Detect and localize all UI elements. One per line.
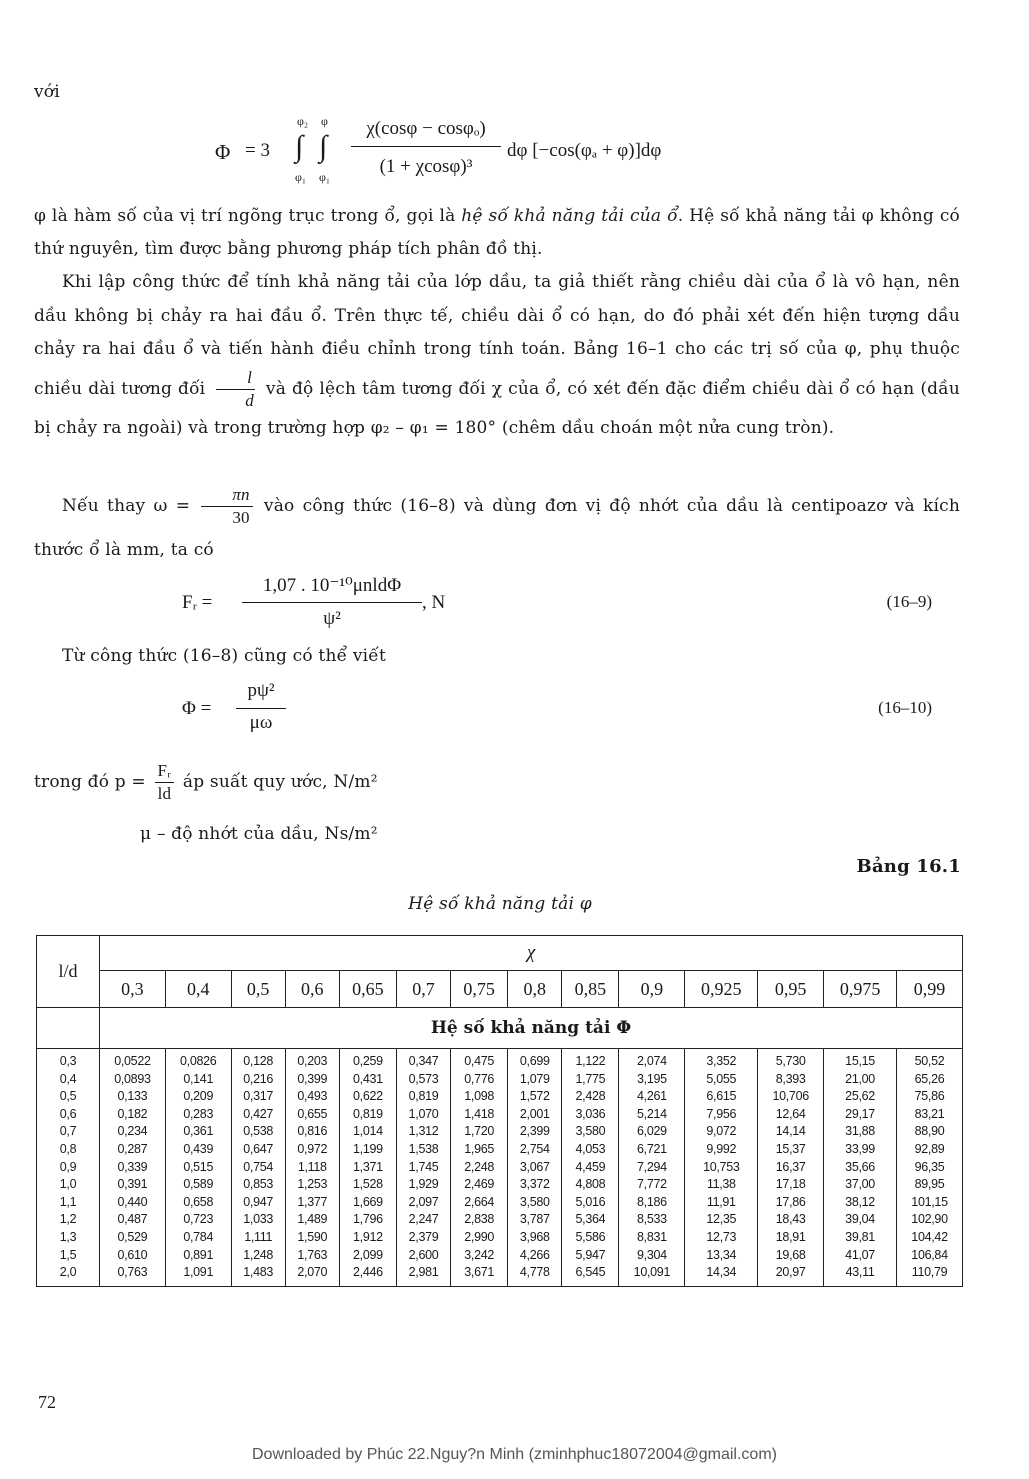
formula-phi — [215, 112, 735, 192]
integral-upper-1: φ₂ — [297, 114, 309, 128]
data-column-cell — [231, 1049, 285, 1287]
data-value: 2,399 — [519, 1124, 550, 1139]
data-value: 1,371 — [353, 1159, 383, 1174]
data-value: 17,86 — [775, 1194, 806, 1209]
where-p — [34, 760, 378, 805]
data-value: 0,891 — [183, 1247, 214, 1262]
data-value: 0,287 — [117, 1141, 148, 1156]
data-value: 3,036 — [575, 1106, 606, 1121]
data-value: 37,00 — [845, 1177, 875, 1192]
ld-value: 0,8 — [59, 1141, 77, 1156]
fraction-fr: Fᵣ — [155, 760, 175, 783]
column-header: 0,95 — [758, 971, 824, 1008]
where-p-text: trong đó p = — [34, 772, 146, 792]
data-value: 0,0522 — [114, 1054, 151, 1068]
para3-text-a: Nếu thay ω = — [62, 496, 191, 516]
data-value: 1,098 — [464, 1089, 495, 1104]
data-value: 1,122 — [575, 1054, 606, 1068]
ld-value: 0,4 — [59, 1071, 77, 1086]
data-value: 3,580 — [575, 1124, 606, 1139]
column-header: 0,3 — [100, 971, 166, 1008]
table-caption: Hệ số khả năng tải φ — [408, 894, 592, 914]
where-mu: μ – độ nhớt của dầu, Ns/m² — [140, 824, 378, 844]
eq1610-denominator: μω — [249, 712, 273, 733]
data-value: 1,745 — [408, 1159, 439, 1174]
data-value: 38,12 — [845, 1194, 875, 1209]
data-value: 0,133 — [117, 1089, 148, 1104]
data-value: 0,647 — [243, 1141, 274, 1156]
formula-phi-numerator: χ(cosφ − cosφₒ) — [366, 118, 486, 139]
data-value: 1,912 — [353, 1229, 383, 1244]
data-value: 3,580 — [519, 1194, 550, 1209]
ld-value: 1,1 — [59, 1194, 77, 1209]
data-value: 15,15 — [845, 1054, 875, 1068]
data-value: 83,21 — [914, 1106, 945, 1121]
data-value: 10,091 — [633, 1265, 671, 1280]
integral-upper-2: φ — [321, 114, 328, 128]
ld-value: 0,9 — [59, 1159, 77, 1174]
ld-value: 2,0 — [59, 1265, 77, 1280]
data-value: 0,853 — [243, 1177, 274, 1192]
data-value: 2,600 — [408, 1247, 439, 1262]
row-header-ld: l/d — [37, 936, 100, 1008]
column-header: 0,9 — [619, 971, 685, 1008]
data-value: 0,655 — [297, 1106, 328, 1121]
data-value: 10,706 — [772, 1089, 809, 1104]
data-value: 6,615 — [706, 1089, 737, 1104]
data-value: 1,033 — [243, 1212, 274, 1227]
data-value: 0,0826 — [180, 1054, 217, 1068]
data-value: 21,00 — [845, 1071, 875, 1086]
data-value: 0,610 — [117, 1247, 148, 1262]
data-value: 1,489 — [297, 1212, 328, 1227]
where-p-desc: áp suất quy ước, N/m² — [182, 772, 378, 792]
data-value: 9,304 — [637, 1247, 667, 1262]
data-value: 41,07 — [845, 1247, 875, 1262]
data-value: 0,216 — [243, 1071, 274, 1086]
para1-text-a: φ là hàm số của vị trí ngõng trục trong ổ, gọi là — [34, 206, 462, 226]
column-header: 0,8 — [508, 971, 562, 1008]
data-value: 17,18 — [775, 1177, 806, 1192]
data-value: 0,515 — [183, 1159, 214, 1174]
eq169-denominator: ψ² — [323, 608, 341, 629]
data-column-cell — [685, 1049, 758, 1287]
data-value: 12,64 — [775, 1106, 806, 1121]
empty-corner — [37, 1008, 100, 1049]
data-value: 88,90 — [914, 1124, 945, 1139]
data-value: 1,763 — [297, 1247, 328, 1262]
data-value: 4,266 — [519, 1247, 550, 1262]
formula-phi-tail: dφ [−cos(φₐ + φ)]dφ — [507, 140, 662, 161]
fraction-l-over-d — [214, 367, 257, 412]
data-value: 104,42 — [911, 1229, 948, 1244]
data-value: 1,669 — [353, 1194, 383, 1209]
data-value: 101,15 — [911, 1194, 948, 1209]
data-value: 11,38 — [706, 1177, 736, 1192]
data-value: 0,784 — [183, 1229, 214, 1244]
data-value: 8,393 — [775, 1071, 806, 1086]
data-value: 5,016 — [575, 1194, 606, 1209]
data-value: 0,361 — [183, 1124, 214, 1139]
integral-sign-2: ∫ — [319, 130, 328, 163]
data-value: 14,34 — [706, 1265, 737, 1280]
data-value: 0,203 — [297, 1054, 328, 1068]
data-value: 1,929 — [408, 1177, 439, 1192]
data-value: 110,79 — [911, 1265, 948, 1280]
data-value: 1,014 — [353, 1124, 383, 1139]
data-value: 0,339 — [117, 1159, 148, 1174]
para2-text-a: Khi lập công thức để tính khả năng tải của lớp dầu, ta giả thiết rằng chiều dài của ổ là vô hạn, nên dầu không bị chảy ra hai đầu ổ. Trên thực tế, chiều dài ổ có hạn, do đó phải xét đến hiện tượng dầu chảy ra hai đầu ổ và tiến hành điều chỉnh trong tính toán. Bảng 16–1 cho các trị số của φ, phụ thuộc chiều dài tương đối — [34, 272, 960, 399]
column-header: 0,65 — [339, 971, 396, 1008]
data-value: 2,664 — [464, 1194, 495, 1209]
data-value: 4,053 — [575, 1141, 606, 1156]
data-value: 5,586 — [575, 1229, 606, 1244]
column-header: 0,5 — [231, 971, 285, 1008]
column-header-row — [37, 971, 963, 1008]
data-value: 0,0893 — [114, 1071, 151, 1086]
data-value: 1,796 — [353, 1212, 383, 1227]
data-value: 0,658 — [183, 1194, 214, 1209]
data-value: 0,259 — [353, 1054, 383, 1068]
data-value: 2,981 — [408, 1265, 439, 1280]
data-value: 1,418 — [464, 1106, 495, 1121]
data-value: 2,074 — [637, 1054, 667, 1068]
data-value: 96,35 — [914, 1159, 945, 1174]
page-number: 72 — [38, 1392, 56, 1412]
data-value: 2,446 — [353, 1265, 383, 1280]
data-value: 16,37 — [775, 1159, 806, 1174]
data-value: 0,819 — [408, 1089, 439, 1104]
fraction-d: d — [245, 390, 254, 410]
para3-text-b: vào công thức (16–8) và dùng đơn vị độ nhớt của dầu là centipoazơ và kích thước ổ là mm, ta có — [34, 496, 960, 560]
data-value: 65,26 — [914, 1071, 945, 1086]
data-value: 0,391 — [117, 1177, 148, 1192]
data-value: 20,97 — [775, 1265, 806, 1280]
column-header: 0,975 — [824, 971, 897, 1008]
data-value: 33,99 — [845, 1141, 875, 1156]
data-value: 2,379 — [408, 1229, 439, 1244]
para2-text-b: và độ lệch tâm tương đối χ của ổ, có xét đến đặc điểm chiều dài ổ có hạn (dầu bị chảy ra ngoài) và trong trường hợp φ₂ – φ₁ = 180° (chêm dầu choán một nửa cung tròn). — [34, 378, 961, 438]
data-value: 18,91 — [775, 1229, 806, 1244]
data-value: 0,283 — [183, 1106, 214, 1121]
fraction-pi-n: πn — [201, 484, 252, 507]
data-value: 0,493 — [297, 1089, 328, 1104]
data-value: 39,04 — [845, 1212, 875, 1227]
data-value: 1,079 — [519, 1071, 550, 1086]
fraction-bar — [351, 146, 501, 147]
integral-lower-1: φ₁ — [295, 170, 307, 184]
data-value: 1,538 — [408, 1141, 439, 1156]
column-header: 0,99 — [897, 971, 963, 1008]
table-label: Bảng 16.1 — [856, 856, 961, 877]
data-column-cell — [897, 1049, 963, 1287]
data-value: 1,775 — [575, 1071, 606, 1086]
data-value: 5,214 — [637, 1106, 667, 1121]
data-value: 2,428 — [575, 1089, 606, 1104]
data-value: 3,195 — [637, 1071, 667, 1086]
data-value: 0,431 — [353, 1071, 383, 1086]
integral-lower-2: φ₁ — [319, 170, 331, 184]
data-value: 0,589 — [183, 1177, 214, 1192]
data-value: 0,538 — [243, 1124, 274, 1139]
paragraph-2 — [34, 266, 960, 445]
data-value: 8,831 — [637, 1229, 667, 1244]
para1-term: hệ số khả năng tải của ổ — [461, 206, 678, 226]
data-value: 25,62 — [845, 1089, 875, 1104]
data-value: 10,753 — [703, 1159, 740, 1174]
data-value: 1,248 — [243, 1247, 274, 1262]
data-value: 6,721 — [637, 1141, 667, 1156]
data-value: 0,754 — [243, 1159, 274, 1174]
data-column-cell — [451, 1049, 508, 1287]
eq169-lhs: Fᵣ = — [182, 592, 213, 613]
data-value: 2,248 — [464, 1159, 495, 1174]
data-value: 0,573 — [408, 1071, 439, 1086]
data-value: 29,17 — [845, 1106, 875, 1121]
data-column-cell — [562, 1049, 619, 1287]
data-value: 0,816 — [297, 1124, 328, 1139]
data-value: 7,294 — [637, 1159, 667, 1174]
data-value: 0,234 — [117, 1124, 148, 1139]
table-data-row — [37, 1049, 963, 1287]
data-value: 2,469 — [464, 1177, 495, 1192]
data-value: 3,242 — [464, 1247, 495, 1262]
fraction-ld: ld — [157, 784, 172, 803]
data-value: 1,199 — [353, 1141, 383, 1156]
data-value: 1,312 — [408, 1124, 439, 1139]
data-value: 2,099 — [353, 1247, 383, 1262]
formula-phi-lhs: Φ — [215, 140, 231, 164]
data-value: 6,029 — [637, 1124, 667, 1139]
ld-value: 0,6 — [59, 1106, 77, 1121]
ld-value: 1,0 — [59, 1177, 77, 1192]
data-value: 6,545 — [575, 1265, 606, 1280]
ld-values-cell — [37, 1049, 100, 1287]
data-value: 1,590 — [297, 1229, 328, 1244]
data-value: 4,808 — [575, 1177, 606, 1192]
para1-text-c: . Hệ số khả năng tải φ không có thứ nguyên, tìm được bằng phương pháp tích phân đồ thị. — [34, 206, 960, 259]
data-value: 3,067 — [519, 1159, 550, 1174]
data-value: 12,73 — [706, 1229, 737, 1244]
data-value: 0,947 — [243, 1194, 274, 1209]
data-value: 106,84 — [911, 1247, 948, 1262]
data-value: 0,529 — [117, 1229, 148, 1244]
data-value: 0,723 — [183, 1212, 214, 1227]
data-value: 1,253 — [297, 1177, 328, 1192]
data-value: 0,622 — [353, 1089, 383, 1104]
data-value: 5,947 — [575, 1247, 606, 1262]
data-value: 1,720 — [464, 1124, 495, 1139]
data-column-cell — [396, 1049, 450, 1287]
eq1610-fraction-bar — [236, 708, 286, 709]
data-value: 4,261 — [637, 1089, 667, 1104]
data-value: 0,475 — [464, 1054, 495, 1068]
download-footer: Downloaded by Phúc 22.Nguy?n Minh (zminhphuc18072004@gmail.com) — [252, 1446, 777, 1463]
ld-value: 1,5 — [59, 1247, 77, 1262]
column-header: 0,4 — [165, 971, 231, 1008]
data-value: 9,992 — [706, 1141, 737, 1156]
data-value: 2,001 — [519, 1106, 550, 1121]
paragraph-3 — [34, 484, 960, 571]
data-value: 0,776 — [464, 1071, 495, 1086]
data-value: 0,487 — [117, 1212, 148, 1227]
data-value: 8,533 — [637, 1212, 667, 1227]
data-value: 4,459 — [575, 1159, 606, 1174]
data-column-cell — [285, 1049, 339, 1287]
data-value: 13,34 — [706, 1247, 737, 1262]
column-header: 0,7 — [396, 971, 450, 1008]
data-column-cell — [619, 1049, 685, 1287]
data-value: 3,372 — [519, 1177, 550, 1192]
data-column-cell — [339, 1049, 396, 1287]
data-value: 5,055 — [706, 1071, 737, 1086]
data-value: 1,377 — [297, 1194, 328, 1209]
data-value: 1,091 — [183, 1265, 214, 1280]
data-value: 2,838 — [464, 1212, 495, 1227]
data-value: 8,186 — [637, 1194, 667, 1209]
data-value: 3,352 — [706, 1054, 737, 1068]
data-value: 12,35 — [706, 1212, 737, 1227]
data-value: 0,427 — [243, 1106, 274, 1121]
ld-value: 1,3 — [59, 1229, 77, 1244]
data-value: 7,956 — [706, 1106, 737, 1121]
data-value: 0,128 — [243, 1054, 274, 1068]
data-column-cell — [100, 1049, 166, 1287]
fraction-pi-n-over-30 — [201, 484, 252, 529]
data-column-cell — [165, 1049, 231, 1287]
data-value: 0,699 — [519, 1054, 550, 1068]
data-value: 0,209 — [183, 1089, 214, 1104]
data-value: 14,14 — [775, 1124, 806, 1139]
eq169-numerator: 1,07 . 10⁻¹⁰μnldΦ — [262, 575, 402, 596]
paragraph-1 — [34, 200, 960, 266]
data-value: 0,972 — [297, 1141, 328, 1156]
data-value: 35,66 — [845, 1159, 875, 1174]
data-column-cell — [508, 1049, 562, 1287]
data-value: 0,141 — [183, 1071, 214, 1086]
eq169-unit: , N — [422, 592, 446, 613]
chi-header: χ — [100, 936, 963, 971]
data-value: 0,763 — [117, 1265, 148, 1280]
data-value: 39,81 — [845, 1229, 875, 1244]
ld-value: 1,2 — [59, 1212, 77, 1227]
equation-16-9 — [182, 574, 962, 638]
data-value: 9,072 — [706, 1124, 737, 1139]
intro-word: với — [34, 82, 60, 102]
data-value: 2,070 — [297, 1265, 328, 1280]
fraction-fr-over-ld — [155, 760, 175, 805]
paragraph-4: Từ công thức (16–8) cũng có thể viết — [62, 646, 386, 666]
data-value: 0,182 — [117, 1106, 148, 1121]
data-value: 2,247 — [408, 1212, 439, 1227]
data-value: 92,89 — [914, 1141, 945, 1156]
eq169-fraction-bar — [242, 602, 422, 603]
data-value: 1,070 — [408, 1106, 439, 1121]
data-value: 2,097 — [408, 1194, 439, 1209]
ld-value: 0,5 — [59, 1089, 77, 1104]
data-value: 4,778 — [519, 1265, 550, 1280]
data-value: 3,671 — [464, 1265, 495, 1280]
data-value: 50,52 — [914, 1054, 945, 1068]
eq169-number: (16–9) — [886, 592, 932, 611]
data-value: 2,754 — [519, 1141, 550, 1156]
eq1610-number: (16–10) — [878, 698, 932, 717]
data-value: 0,439 — [183, 1141, 214, 1156]
data-value: 11,91 — [706, 1194, 736, 1209]
column-header: 0,75 — [451, 971, 508, 1008]
data-value: 3,787 — [519, 1212, 550, 1227]
formula-phi-denominator: (1 + χcosφ)³ — [379, 156, 473, 177]
data-value: 15,37 — [775, 1141, 806, 1156]
data-value: 1,118 — [297, 1159, 327, 1174]
data-value: 18,43 — [775, 1212, 806, 1227]
column-header: 0,925 — [685, 971, 758, 1008]
data-value: 3,968 — [519, 1229, 550, 1244]
data-value: 1,965 — [464, 1141, 495, 1156]
integral-sign-1: ∫ — [295, 130, 304, 163]
data-value: 5,730 — [775, 1054, 806, 1068]
eq1610-lhs: Φ = — [182, 698, 212, 719]
data-value: 0,399 — [297, 1071, 328, 1086]
data-value: 0,819 — [353, 1106, 383, 1121]
data-value: 43,11 — [845, 1265, 875, 1280]
formula-phi-eq: = 3 — [245, 140, 270, 161]
data-value: 19,68 — [775, 1247, 806, 1262]
ld-value: 0,7 — [59, 1124, 77, 1139]
data-value: 102,90 — [911, 1212, 948, 1227]
data-value: 1,572 — [519, 1089, 550, 1104]
data-value: 1,111 — [244, 1229, 273, 1244]
data-column-cell — [758, 1049, 824, 1287]
equation-16-10 — [182, 680, 962, 740]
eq1610-numerator: pψ² — [247, 680, 275, 701]
data-column-cell — [824, 1049, 897, 1287]
fraction-l: l — [216, 367, 255, 390]
data-value: 0,347 — [408, 1054, 439, 1068]
data-value: 75,86 — [914, 1089, 945, 1104]
data-value: 0,440 — [117, 1194, 148, 1209]
sub-header: Hệ số khả năng tải Φ — [100, 1008, 963, 1049]
data-value: 1,528 — [353, 1177, 383, 1192]
data-value: 1,483 — [243, 1265, 274, 1280]
ld-value: 0,3 — [59, 1054, 77, 1068]
column-header: 0,85 — [562, 971, 619, 1008]
data-value: 0,317 — [243, 1089, 274, 1104]
data-value: 89,95 — [914, 1177, 945, 1192]
data-value: 7,772 — [637, 1177, 667, 1192]
coefficient-table — [36, 935, 963, 1287]
data-value: 5,364 — [575, 1212, 606, 1227]
column-header: 0,6 — [285, 971, 339, 1008]
fraction-30: 30 — [232, 508, 250, 527]
data-value: 31,88 — [845, 1124, 875, 1139]
data-value: 2,990 — [464, 1229, 495, 1244]
